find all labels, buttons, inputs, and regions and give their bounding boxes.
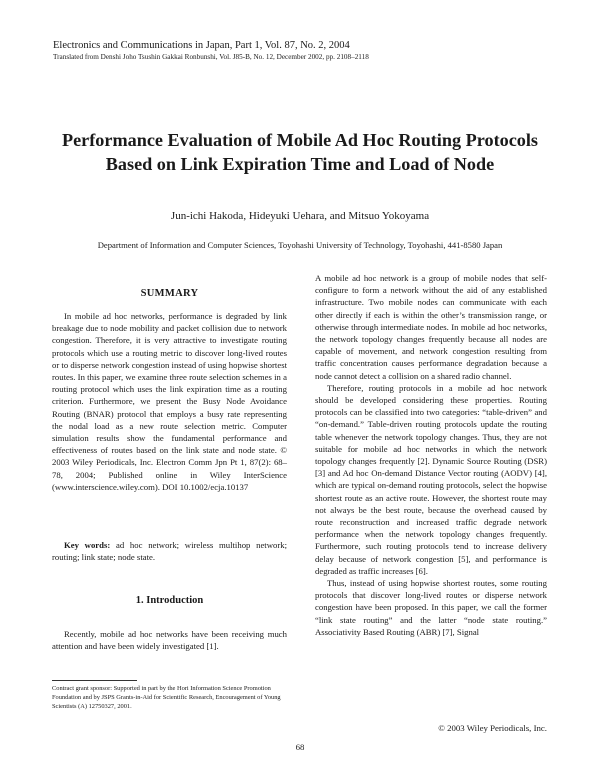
right-paragraph-2: Therefore, routing protocols in a mobile ad hoc network should be developed considering these properties. Routing protocols can be classified into two categories: “table-driven” and “on-demand.” Table-driven routing protocols update the routing table whenever the network topology changes. Thus, they are not suitable for mobile ad hoc networks in which the network topology changes frequently [2]. Dynamic Source Routing (DSR) [3] and Ad hoc On-demand Distance Vector routing (AODV) [4], which are typical on-demand routing protocols, select the hopwise shortest route as an active route. However, the shortest route may not always be the best route, because the overhead caused by route reconstruction and increased traffic degrade network performance when the network topology changes frequently. Furthermore, such routing protocols tend to increase delivery delay because of network congestion [5], and performance is degraded as traffic increases [6]. xyxy=(315,382,547,576)
right-column xyxy=(315,272,547,638)
translation-note: Translated from Denshi Joho Tsushin Gakkai Ronbunshi, Vol. J85-B, No. 12, December 2002, pp. 2108–2118 xyxy=(53,53,369,61)
summary-body xyxy=(52,310,287,493)
footnote-divider xyxy=(52,680,137,681)
title-line-2: Based on Link Expiration Time and Load of Node xyxy=(105,154,495,174)
title-line-1: Performance Evaluation of Mobile Ad Hoc Routing Protocols xyxy=(61,130,539,150)
introduction-body xyxy=(52,628,287,652)
keywords-label: Key words: xyxy=(64,540,111,550)
right-paragraph-1: A mobile ad hoc network is a group of mobile nodes that self-configure to form a network without the aid of any established infrastructure. Two mobile nodes can communicate with each other directly if each is within the other’s transmission range, or otherwise through intermediate nodes. In mobile ad hoc networks, the network topology changes frequently because all nodes are capable of movement, and network congestion resulting from traffic concentration causes performance degradation because a node cannot detect a collision on a shared radio channel. xyxy=(315,273,547,381)
right-paragraph-3: Thus, instead of using hopwise shortest routes, some routing protocols that discover long-lived routes or disperse network congestion have been proposed. In this paper, we call the former “link state routing” and the latter “node state routing.” Associativity Based Routing (ABR) [7], Signal xyxy=(315,578,547,637)
keywords xyxy=(52,539,287,563)
summary-paragraph: In mobile ad hoc networks, performance is degraded by link breakage due to node mobility and packet collision due to network congestion. Therefore, it is very attractive to investigate routing protocols which use a routing metric to discover long-lived routes or to disperse network congestion instead of using hopwise shortest routes. In this paper, we examine three route selection schemes in a routing protocol which uses the link expiration time as a routing criterion. Furthermore, we present the Busy Node Avoidance Routing (BNAR) protocol that employs a busy rate representing the nodal load as a new route selection metric. Computer simulation results show the fundamental performance and effectiveness of routes based on the link state and node state. © 2003 Wiley Periodicals, Inc. Electron Comm Jpn Pt 1, 87(2): 68–78, 2004; Published online in Wiley InterScience (www.interscience.wiley.com). DOI 10.1002/ecja.10137 xyxy=(52,311,287,492)
page-number: 68 xyxy=(295,742,305,752)
introduction-paragraph: Recently, mobile ad hoc networks have been receiving much attention and have been widely investigated [1]. xyxy=(52,629,287,652)
copyright-notice: © 2003 Wiley Periodicals, Inc. xyxy=(438,723,547,733)
journal-citation: Electronics and Communications in Japan, Part 1, Vol. 87, No. 2, 2004 xyxy=(53,40,350,51)
author-list: Jun-ichi Hakoda, Hideyuki Uehara, and Mitsuo Yokoyama xyxy=(170,210,430,222)
paper-title xyxy=(0,128,600,176)
summary-heading: SUMMARY xyxy=(140,288,199,299)
introduction-heading: 1. Introduction xyxy=(135,595,204,606)
affiliation: Department of Information and Computer Sciences, Toyohashi University of Technology, Toyohashi, 441-8580 Japan xyxy=(97,240,503,250)
keywords-text: ad hoc network; wireless multihop network; routing; link state; node state. xyxy=(52,540,287,563)
footnote: Contract grant sponsor: Supported in part by the Hori Information Science Promotion Foundation and by JSPS Grants-in-Aid for Scientific Research, Encouragement of Young Scientists (A) 12750327, 2001. xyxy=(52,685,281,711)
